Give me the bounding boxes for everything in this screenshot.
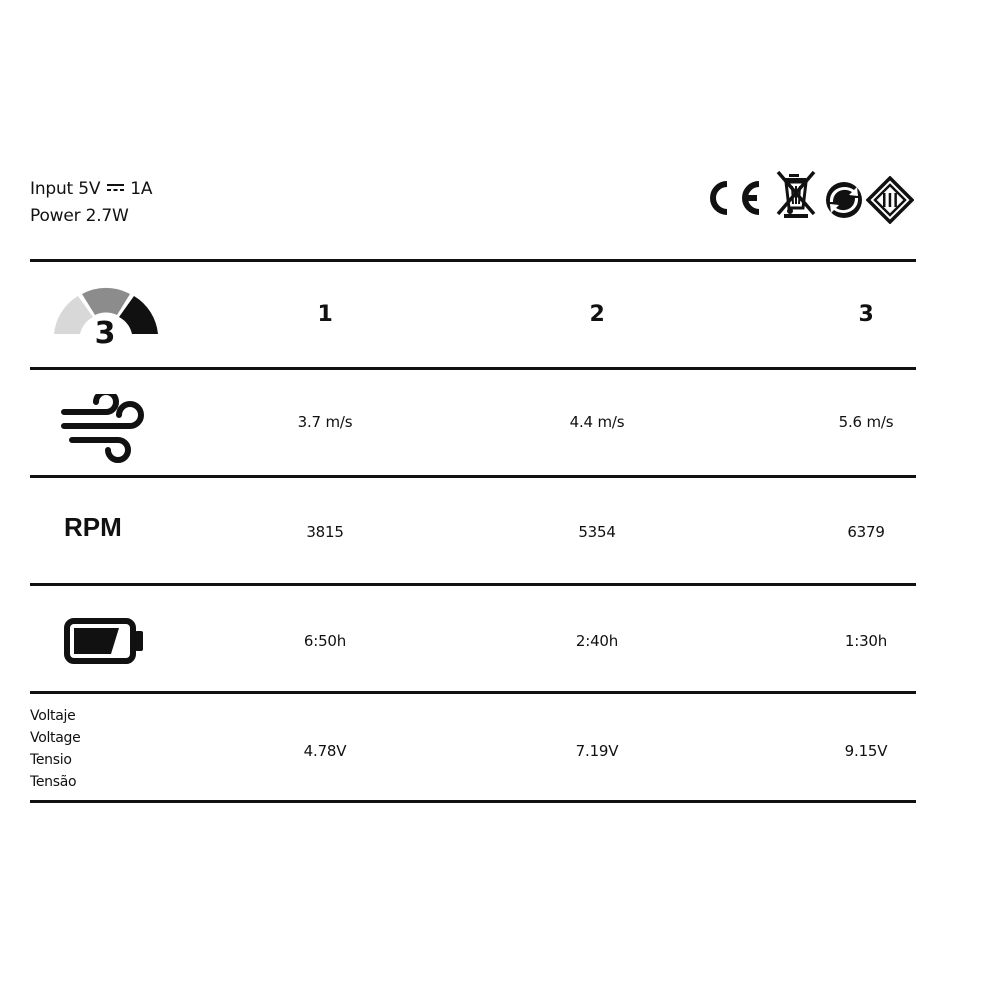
dc-current-symbol-icon	[107, 184, 124, 192]
wind-speed-2: 4.4 m/s	[569, 413, 625, 431]
voltage-label-pt: Tensão	[30, 774, 77, 790]
weee-crossed-bin-icon	[774, 170, 820, 220]
battery-time-2: 2:40h	[575, 632, 619, 650]
column-header-2: 2	[589, 302, 605, 327]
wind-speed-3: 5.6 m/s	[838, 413, 894, 431]
table-rule	[30, 475, 916, 478]
green-dot-recycling-icon	[824, 180, 864, 220]
class-iii-diamond-icon	[866, 176, 914, 224]
gauge-level-number: 3	[94, 316, 116, 351]
voltage-label-es: Voltaje	[30, 708, 76, 724]
table-rule	[30, 691, 916, 694]
column-header-1: 1	[317, 302, 333, 327]
voltage-value-2: 7.19V	[575, 742, 619, 760]
battery-time-1: 6:50h	[303, 632, 347, 650]
voltage-labels	[30, 705, 80, 793]
voltage-label-ca: Tensio	[30, 752, 72, 768]
spec-input-suffix: 1A	[130, 179, 153, 199]
spec-input-prefix: Input 5V	[30, 179, 101, 199]
wind-icon	[60, 394, 150, 464]
table-rule	[30, 800, 916, 803]
spec-input	[30, 179, 152, 199]
battery-icon	[64, 618, 146, 664]
table-rule	[30, 259, 916, 262]
speed-gauge-icon	[50, 282, 162, 354]
rpm-value-1: 3815	[306, 523, 344, 541]
rpm-value-3: 6379	[847, 523, 885, 541]
voltage-value-1: 4.78V	[303, 742, 347, 760]
wind-speed-1: 3.7 m/s	[297, 413, 353, 431]
rpm-value-2: 5354	[578, 523, 616, 541]
ce-mark-icon	[705, 178, 765, 218]
rpm-label: RPM	[64, 512, 122, 542]
column-header-3: 3	[858, 302, 874, 327]
voltage-label-en: Voltage	[30, 730, 81, 746]
table-rule	[30, 583, 916, 586]
battery-time-3: 1:30h	[844, 632, 888, 650]
voltage-value-3: 9.15V	[844, 742, 888, 760]
certification-marks	[700, 168, 915, 224]
spec-power: Power 2.7W	[30, 206, 129, 226]
table-rule	[30, 367, 916, 370]
